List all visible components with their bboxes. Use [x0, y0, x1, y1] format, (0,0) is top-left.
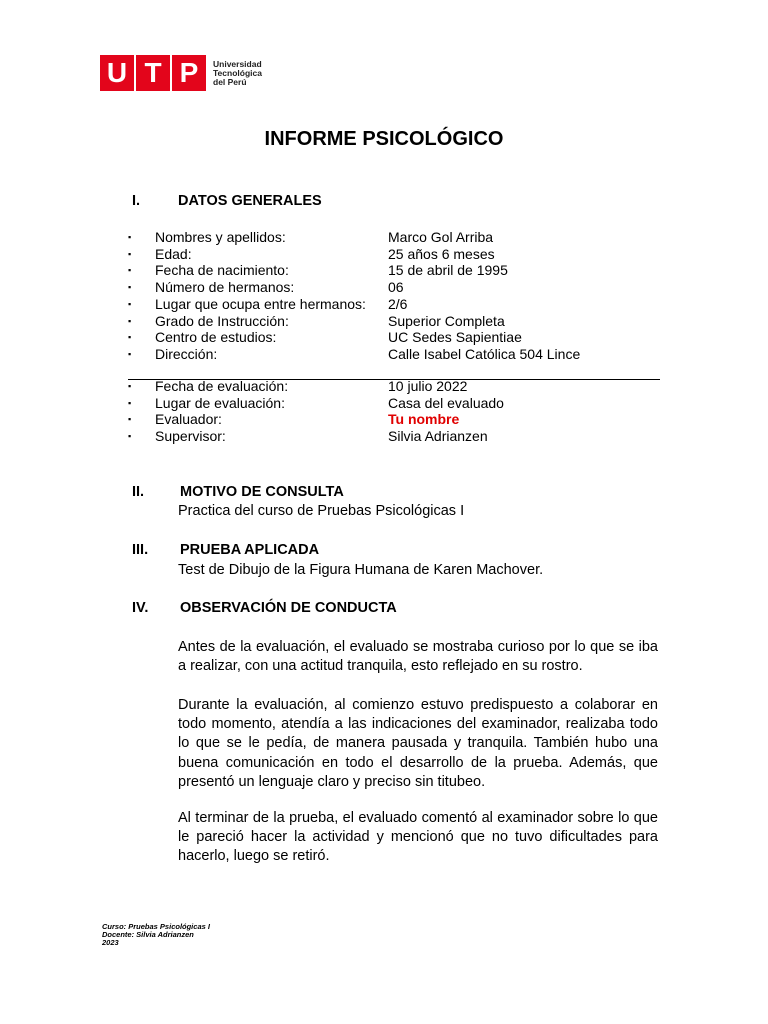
row-value: 15 de abril de 1995	[388, 262, 508, 279]
footer-year: 2023	[102, 938, 119, 947]
logo-letter-u: U	[100, 55, 134, 91]
row-value: UC Sedes Sapientiae	[388, 329, 522, 346]
row-label: Fecha de nacimiento:	[155, 262, 289, 279]
data-row	[128, 246, 668, 263]
section-4-title: OBSERVACIÓN DE CONDUCTA	[180, 600, 397, 616]
row-value: 25 años 6 meses	[388, 245, 495, 262]
section-4-number: IV.	[132, 600, 149, 616]
row-label: Edad:	[155, 245, 192, 262]
row-label: Centro de estudios:	[155, 329, 277, 346]
bullet-icon: ▪	[128, 232, 132, 242]
row-value: 2/6	[388, 295, 408, 312]
data-row	[128, 262, 668, 279]
row-value: Tu nombre	[388, 411, 460, 428]
data-row	[128, 313, 668, 330]
bullet-icon: ▪	[128, 414, 132, 425]
row-value: Superior Completa	[388, 312, 505, 329]
bullet-icon: ▪	[128, 315, 132, 326]
bullet-icon: ▪	[128, 298, 132, 309]
logo-wordmark	[213, 60, 262, 87]
row-label: Lugar que ocupa entre hermanos:	[155, 295, 366, 312]
logo-line-3: del Perú	[213, 76, 247, 87]
bullet-icon: ▪	[128, 248, 132, 259]
row-label: Nombres y apellidos:	[155, 229, 286, 245]
section-1-title: DATOS GENERALES	[178, 193, 322, 209]
data-row	[128, 229, 668, 246]
row-label: Dirección:	[155, 345, 218, 362]
bullet-icon: ▪	[128, 381, 132, 391]
row-label: Fecha de evaluación:	[155, 378, 289, 394]
data-row	[128, 428, 668, 445]
logo-line-2: Tecnológica	[213, 67, 262, 78]
document-title: INFORME PSICOLÓGICO	[264, 128, 504, 150]
bullet-icon: ▪	[128, 397, 132, 408]
data-row	[128, 279, 668, 296]
data-row	[128, 329, 668, 346]
row-value: 06	[388, 279, 404, 296]
row-label: Número de hermanos:	[155, 279, 295, 296]
footer-info	[102, 923, 210, 947]
row-label: Grado de Instrucción:	[155, 312, 289, 329]
row-value: Casa del evaluado	[388, 394, 504, 411]
observation-paragraph-1: Antes de la evaluación, el evaluado se mostraba curioso por lo que se iba a realizar, con una actitud tranquila, esto reflejado en su rostro.	[178, 639, 658, 675]
section-1-number: I.	[132, 193, 141, 209]
data-row	[128, 346, 668, 363]
bullet-icon: ▪	[128, 332, 132, 343]
row-label: Evaluador:	[155, 411, 222, 428]
row-value: Silvia Adrianzen	[388, 428, 488, 445]
section-3-number: III.	[132, 542, 149, 558]
utp-logo-mark	[100, 55, 206, 91]
section-3-title: PRUEBA APLICADA	[180, 542, 320, 558]
data-row	[128, 296, 668, 313]
row-label: Supervisor:	[155, 428, 226, 445]
logo-letter-t: T	[136, 55, 170, 91]
bullet-icon: ▪	[128, 265, 132, 276]
section-2-text: Practica del curso de Pruebas Psicológicas I	[178, 503, 465, 519]
row-value: Calle Isabel Católica 504 Lince	[388, 345, 581, 362]
data-row	[128, 395, 668, 412]
row-label: Lugar de evaluación:	[155, 394, 285, 411]
data-row	[128, 378, 668, 395]
bullet-icon: ▪	[128, 348, 132, 359]
footer-course: Curso: Pruebas Psicológicas I	[102, 922, 210, 931]
utp-logo	[100, 55, 262, 91]
bullet-icon: ▪	[128, 282, 132, 293]
observation-paragraph-2: Durante la evaluación, al comienzo estuvo predispuesto a colaborar en todo momento, atendía a las indicaciones del examinador, realizaba todo lo que se le pedía, de manera pausada y tranquila. También hubo una buena comunicación en todo el desarrollo de la prueba. Además, que presentó un lenguaje claro y preciso sin titubeo.	[178, 697, 658, 790]
row-value: 10 julio 2022	[388, 378, 468, 394]
section-2-number: II.	[132, 484, 145, 500]
logo-line-1: Universidad	[213, 58, 262, 69]
section-3-text: Test de Dibujo de la Figura Humana de Karen Machover.	[178, 562, 544, 578]
bullet-icon: ▪	[128, 431, 132, 442]
observation-paragraph-3: Al terminar de la prueba, el evaluado comentó al examinador sobre lo que le pareció hacer la actividad y mencionó que no tuvo dificultades para hacerlo, luego se retiró.	[178, 810, 658, 865]
footer-teacher: Docente: Silvia Adrianzen	[102, 930, 194, 939]
logo-letter-p: P	[172, 55, 206, 91]
data-row	[128, 411, 668, 428]
row-value: Marco Gol Arriba	[388, 229, 494, 245]
section-2-title: MOTIVO DE CONSULTA	[180, 484, 344, 500]
